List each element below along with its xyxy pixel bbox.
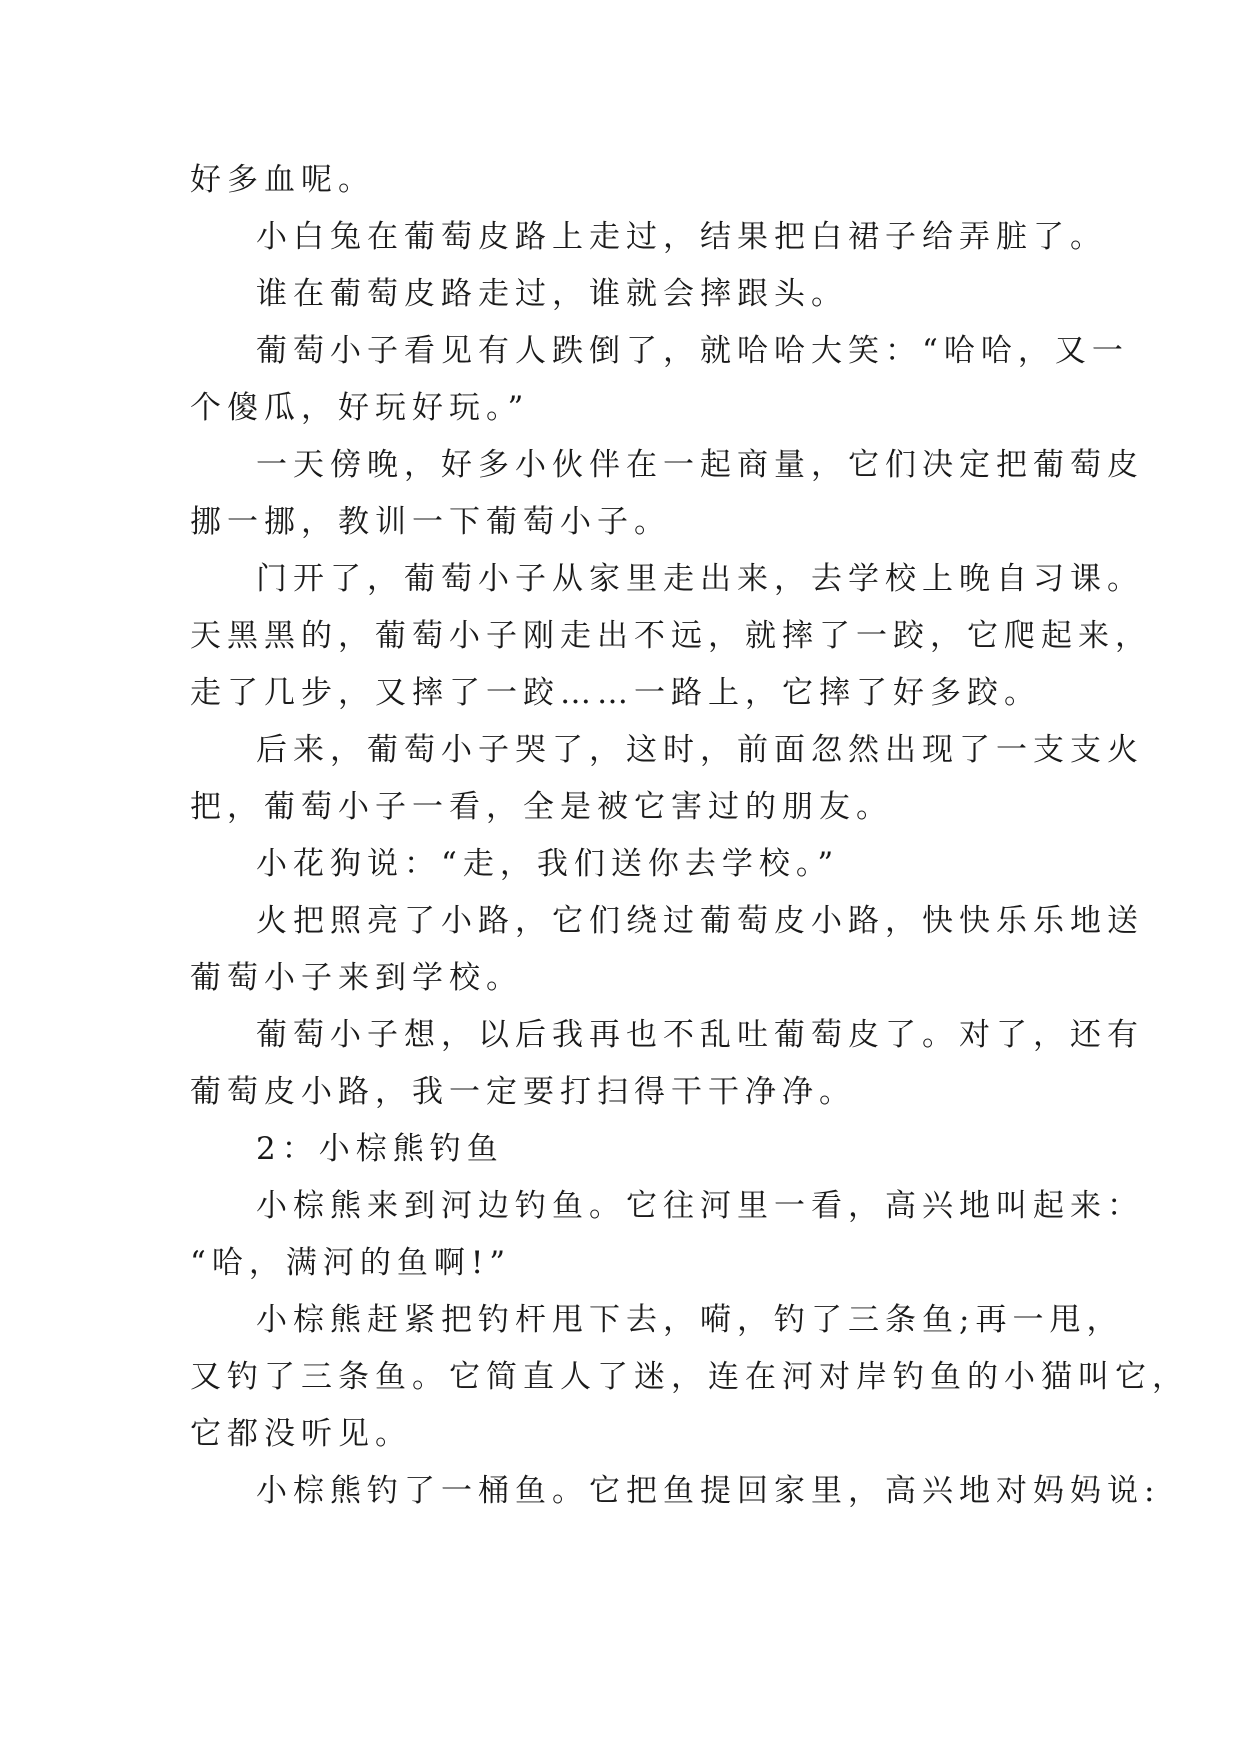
text-line: “哈，满河的鱼啊!” bbox=[190, 1245, 512, 1281]
text-line: 小棕熊钓了一桶鱼。它把鱼提回家里，高兴地对妈妈说: bbox=[256, 1473, 1161, 1509]
text-line: 葡萄小子来到学校。 bbox=[190, 960, 523, 996]
story-text bbox=[190, 152, 1189, 1520]
text-line: 小花狗说：“走，我们送你去学校。” bbox=[256, 846, 840, 882]
text-line: 天黑黑的，葡萄小子刚走出不远，就摔了一跤，它爬起来， bbox=[190, 618, 1152, 654]
text-line: 它都没听见。 bbox=[190, 1416, 412, 1452]
text-line: 葡萄小子看见有人跌倒了，就哈哈大笑：“哈哈，又一 bbox=[256, 333, 1129, 369]
text-line: 谁在葡萄皮路走过，谁就会摔跟头。 bbox=[256, 276, 848, 312]
text-line: 又钓了三条鱼。它简直人了迷，连在河对岸钓鱼的小猫叫它， bbox=[190, 1359, 1189, 1395]
text-line: 挪一挪，教训一下葡萄小子。 bbox=[190, 504, 671, 540]
text-line: 葡萄皮小路，我一定要打扫得干干净净。 bbox=[190, 1074, 856, 1110]
text-line: 好多血呢。 bbox=[190, 162, 375, 198]
text-line: 葡萄小子想，以后我再也不乱吐葡萄皮了。对了，还有 bbox=[256, 1017, 1144, 1053]
text-line: 火把照亮了小路，它们绕过葡萄皮小路，快快乐乐地送 bbox=[256, 903, 1144, 939]
text-line: 小棕熊赶紧把钓杆甩下去，嗬，钓了三条鱼;再一甩， bbox=[256, 1302, 1124, 1338]
text-line: 走了几步，又摔了一跤……一路上，它摔了好多跤。 bbox=[190, 675, 1041, 711]
text-line: 后来，葡萄小子哭了，这时，前面忽然出现了一支支火 bbox=[256, 732, 1144, 768]
section-heading: 2：小棕熊钓鱼 bbox=[256, 1131, 504, 1167]
text-line: 小白兔在葡萄皮路上走过，结果把白裙子给弄脏了。 bbox=[256, 219, 1107, 255]
text-line: 一天傍晚，好多小伙伴在一起商量，它们决定把葡萄皮 bbox=[256, 447, 1144, 483]
text-line: 个傻瓜，好玩好玩。” bbox=[190, 390, 530, 426]
text-line: 小棕熊来到河边钓鱼。它往河里一看，高兴地叫起来： bbox=[256, 1188, 1144, 1224]
text-line: 把，葡萄小子一看，全是被它害过的朋友。 bbox=[190, 789, 893, 825]
text-line: 门开了，葡萄小子从家里走出来，去学校上晚自习课。 bbox=[256, 561, 1144, 597]
